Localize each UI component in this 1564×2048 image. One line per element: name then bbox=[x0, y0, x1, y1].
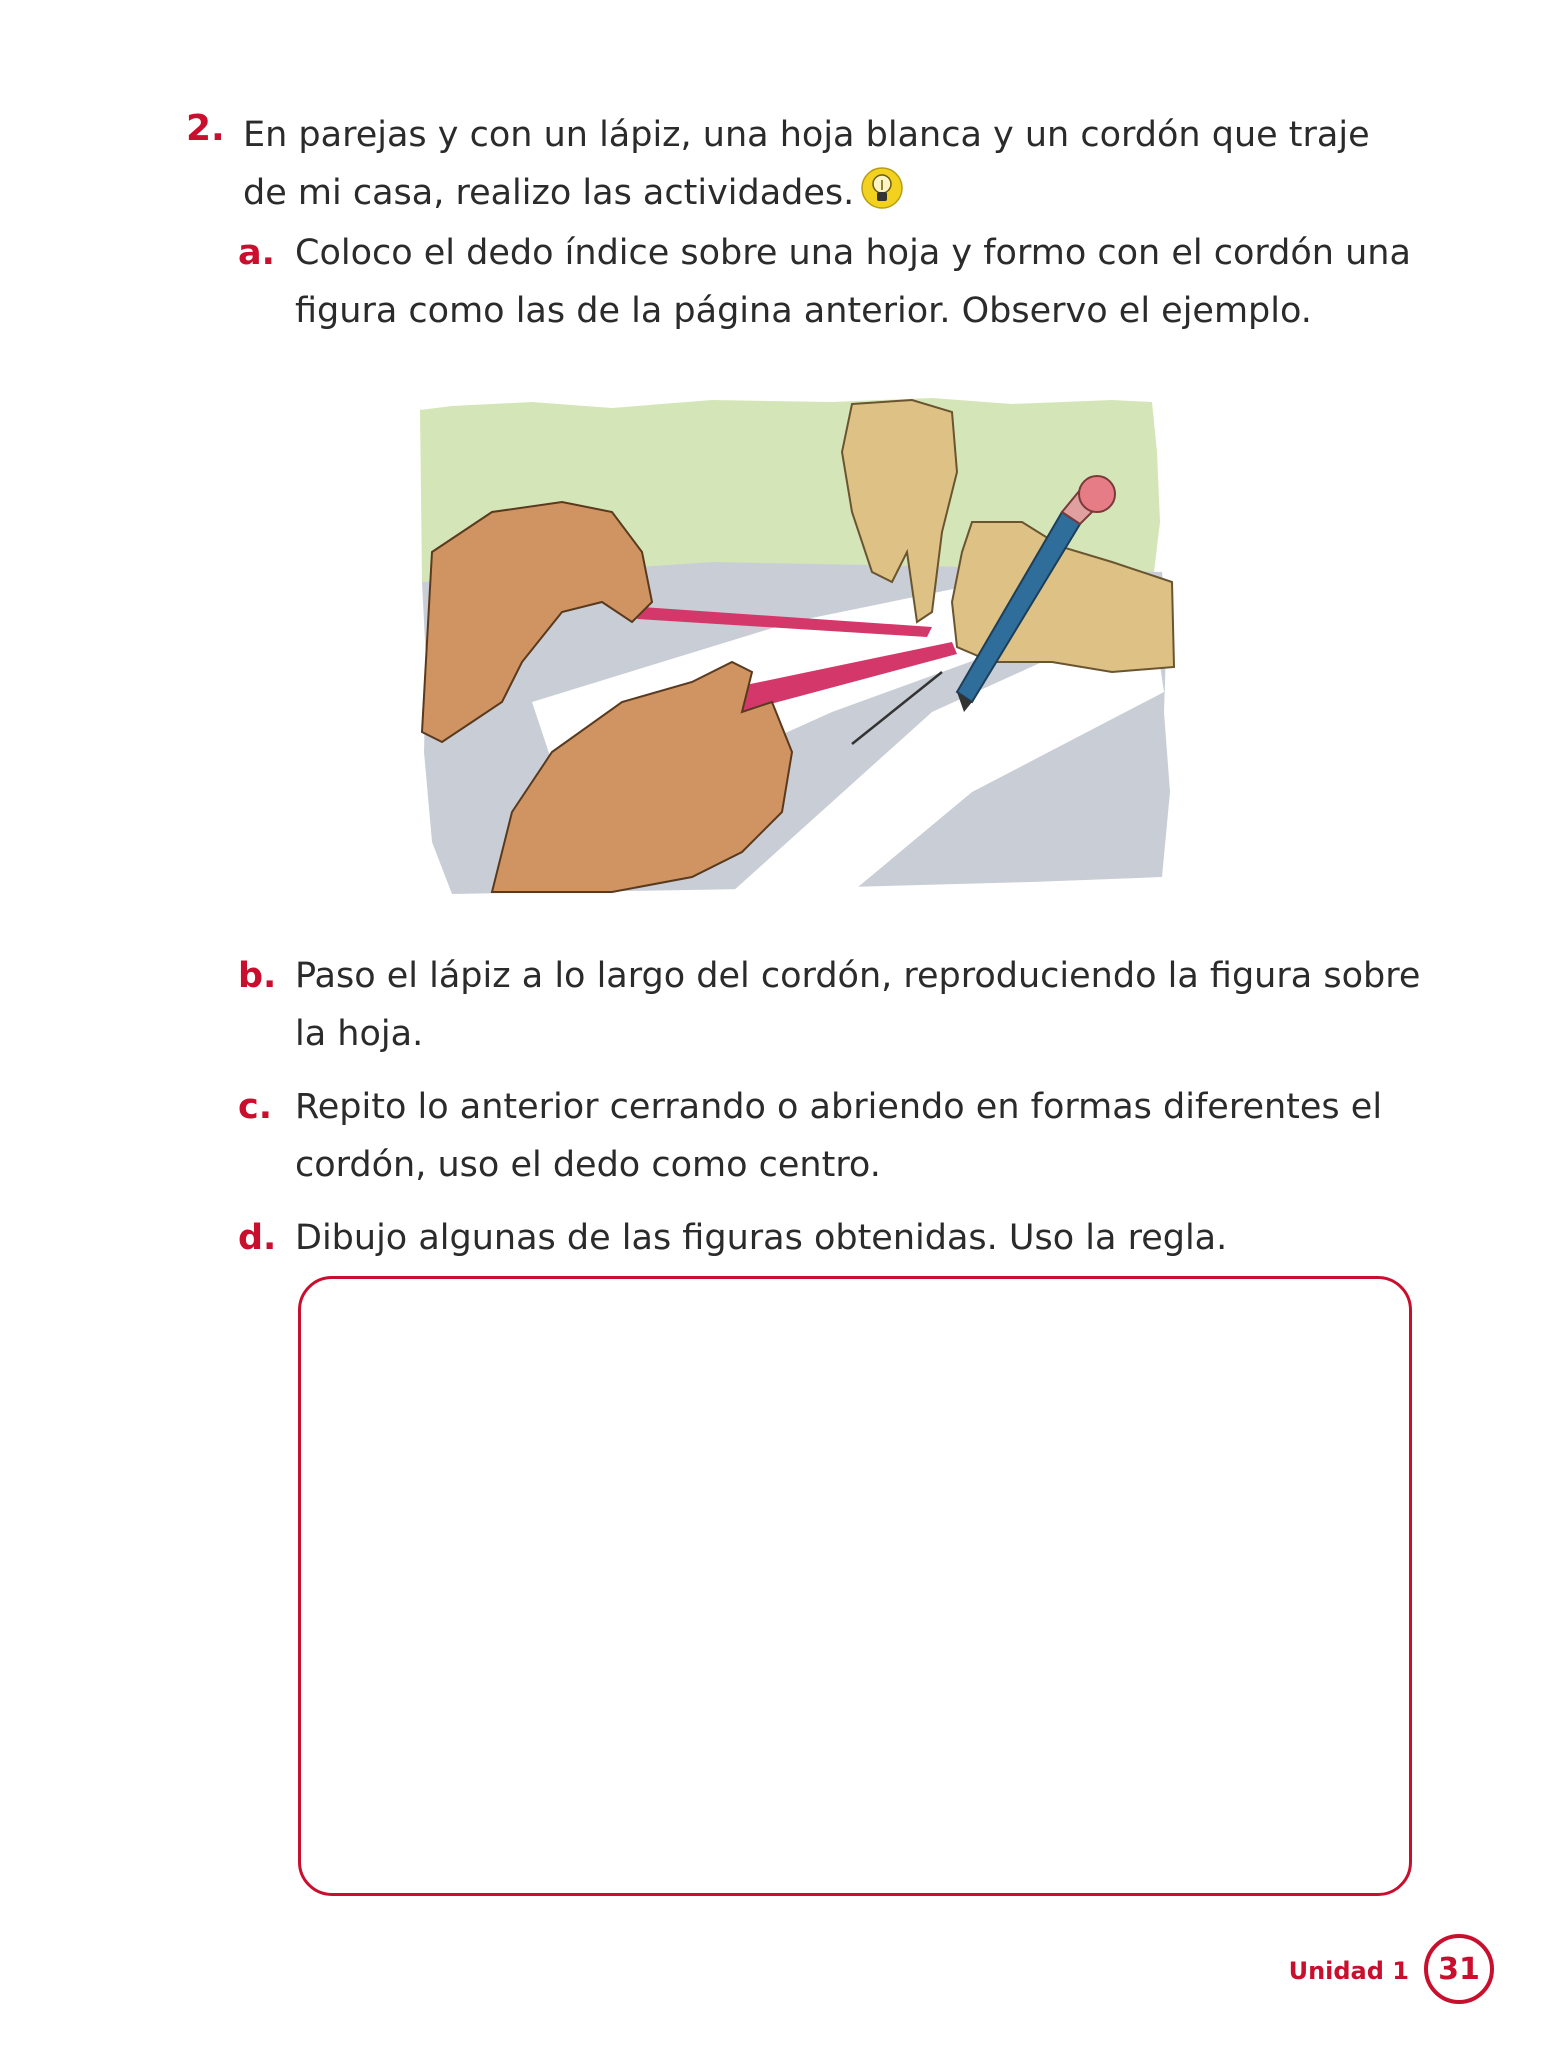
exercise-number: 2. bbox=[186, 108, 225, 149]
exercise-instruction-text: En parejas y con un lápiz, una hoja blanca y un cordón que traje de mi casa, realizo las actividades. bbox=[243, 115, 1370, 213]
item-letter: d. bbox=[238, 1218, 277, 1258]
item-b bbox=[238, 947, 1425, 1063]
exercise-instruction bbox=[243, 106, 1403, 222]
hands-cord-illustration bbox=[412, 372, 1177, 900]
item-text: Dibujo algunas de las figuras obtenidas. Uso la regla. bbox=[295, 1218, 1228, 1258]
item-letter: b. bbox=[238, 956, 277, 996]
item-letter: c. bbox=[238, 1087, 273, 1127]
drawing-area[interactable] bbox=[298, 1276, 1412, 1896]
item-a bbox=[238, 224, 1425, 340]
item-c bbox=[238, 1078, 1425, 1194]
item-text: Coloco el dedo índice sobre una hoja y formo con el cordón una figura como las de la página anterior. Observo el ejemplo. bbox=[295, 233, 1411, 331]
item-text: Repito lo anterior cerrando o abriendo en formas diferentes el cordón, uso el dedo como centro. bbox=[295, 1087, 1383, 1185]
lightbulb-icon bbox=[860, 166, 904, 210]
page-number: 31 bbox=[1424, 1934, 1494, 2004]
unit-label: Unidad 1 bbox=[1288, 1957, 1409, 1985]
item-d bbox=[238, 1209, 1425, 1267]
item-letter: a. bbox=[238, 233, 275, 273]
item-text: Paso el lápiz a lo largo del cordón, reproduciendo la figura sobre la hoja. bbox=[295, 956, 1421, 1054]
